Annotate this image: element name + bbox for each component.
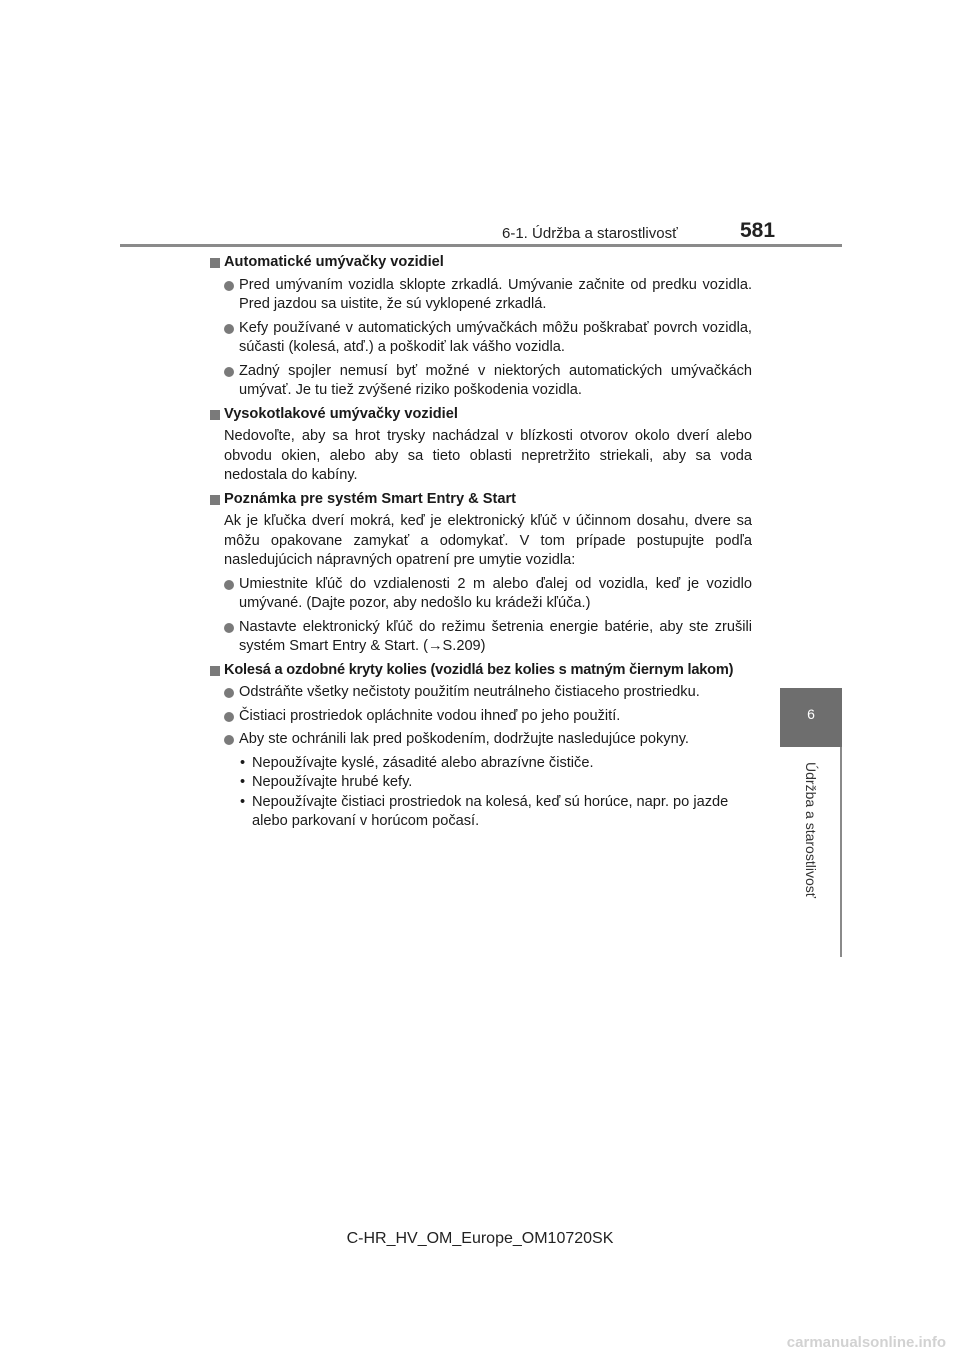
list-item-text: Kefy používané v automatických umývačkách môžu poškrabať povrch vozidla, súčasti (kolesá, atď.) a poškodiť lak vášho vozidla. <box>239 319 752 355</box>
circle-bullet-icon <box>224 324 234 334</box>
section-paragraph: Ak je kľučka dverí mokrá, keď je elektronický kľúč v účinnom dosahu, dvere sa môžu opakovane zamykať a odomykať. V tom prípade postupujte podľa nasledujúcich nápravných opatrení pre umytie vozidla: <box>224 513 752 568</box>
list-item <box>210 618 752 657</box>
circle-bullet-icon <box>224 688 234 698</box>
sub-list-item-text: Nepoužívajte kyslé, zásadité alebo abrazívne čističe. <box>252 754 594 771</box>
circle-bullet-icon <box>224 580 234 590</box>
dot-bullet-icon: • <box>240 774 246 790</box>
section-heading-text: Vysokotlakové umývačky vozidiel <box>224 405 458 422</box>
page-number: 581 <box>740 219 776 242</box>
chapter-tab-divider <box>840 747 842 957</box>
chapter-tab-number: 6 <box>807 706 815 722</box>
circle-bullet-icon <box>224 712 234 722</box>
document-code: C-HR_HV_OM_Europe_OM10720SK <box>346 1230 614 1247</box>
list-item <box>210 575 752 614</box>
circle-bullet-icon <box>224 367 234 377</box>
circle-bullet-icon <box>224 735 234 745</box>
list-item <box>210 362 752 401</box>
section-paragraph: Nedovoľte, aby sa hrot trysky nachádzal v blízkosti otvorov okolo dverí alebo obvodu okien, alebo aby sa tieto oblasti nepretržito striekali, aby sa voda nedostala do kabíny. <box>224 428 752 483</box>
sub-list-item <box>210 773 752 793</box>
sub-list-item <box>210 793 752 832</box>
dot-bullet-icon: • <box>240 793 246 810</box>
list-item <box>210 319 752 358</box>
section-heading-text: Automatické umývačky vozidiel <box>224 254 444 270</box>
section-heading <box>210 661 752 681</box>
section-heading <box>210 490 752 510</box>
list-item-text: Pred umývaním vozidla sklopte zrkadlá. Umývanie začnite od predku vozidla. Pred jazdou sa uistite, že sú vyklopené zrkadlá. <box>239 276 752 312</box>
list-item-text: Čistiaci prostriedok opláchnite vodou ihneď po jeho použití. <box>239 707 621 724</box>
list-item <box>210 730 752 750</box>
chapter-tab-label: Údržba a starostlivosť <box>803 762 819 898</box>
list-item-text: Odstráňte všetky nečistoty použitím neutrálneho čistiaceho prostriedku. <box>239 684 700 700</box>
section-heading <box>210 253 752 273</box>
list-item-text: Zadný spojler nemusí byť možné v niektorých automatických umývačkách umývať. Je tu tiež zvýšené riziko poškodenia vozidla. <box>239 362 752 398</box>
section-heading <box>210 405 752 425</box>
list-item-text: Umiestnite kľúč do vzdialenosti 2 m alebo ďalej od vozidla, keď je vozidlo umývané. (Dajte pozor, aby nedošlo ku krádeži kľúča.) <box>239 575 752 611</box>
square-bullet-icon <box>210 410 220 420</box>
header-section-title: 6-1. Údržba a starostlivosť <box>502 225 678 242</box>
section-heading-text: Poznámka pre systém Smart Entry & Start <box>224 490 516 507</box>
sub-list-item <box>210 754 752 774</box>
square-bullet-icon <box>210 495 220 505</box>
square-bullet-icon <box>210 258 220 268</box>
sub-list <box>210 754 752 832</box>
list-item-text: Nastavte elektronický kľúč do režimu šetrenia energie batérie, aby ste zrušili systém Smart Entry & Start. (→S.209) <box>239 618 752 654</box>
sub-list-item-text: Nepoužívajte hrubé kefy. <box>252 774 413 790</box>
header-divider <box>120 244 842 247</box>
list-item <box>210 683 752 703</box>
list-item <box>210 276 752 315</box>
watermark-site: carmanualsonline.info <box>786 1334 946 1351</box>
section-heading-text: Kolesá a ozdobné kryty kolies (vozidlá bez kolies s matným čiernym lakom) <box>224 661 734 678</box>
sub-list-item-text: Nepoužívajte čistiaci prostriedok na kolesá, keď sú horúce, napr. po jazde alebo parkovaní v horúcom počasí. <box>252 793 729 829</box>
circle-bullet-icon <box>224 281 234 291</box>
circle-bullet-icon <box>224 623 234 633</box>
list-item <box>210 707 752 727</box>
list-item-text: Aby ste ochránili lak pred poškodením, dodržujte nasledujúce pokyny. <box>239 731 689 747</box>
page-content <box>210 253 752 832</box>
square-bullet-icon <box>210 666 220 676</box>
dot-bullet-icon: • <box>240 754 246 771</box>
